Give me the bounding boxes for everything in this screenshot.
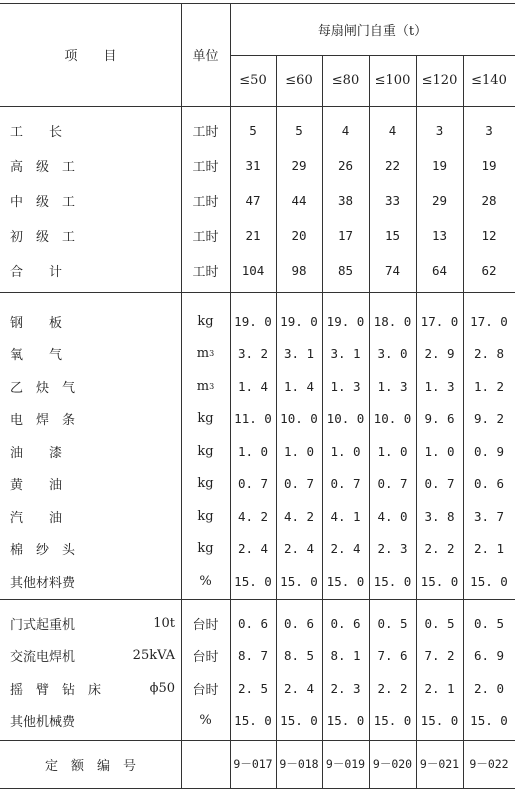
- value-cell: 19. 0: [280, 313, 318, 329]
- value-cell: 3. 7: [473, 508, 505, 524]
- unit-cell: 工时: [192, 265, 219, 280]
- unit-cell: 工时: [192, 230, 219, 245]
- unit-superscript: 3: [209, 381, 215, 391]
- unit-cell: kg: [197, 411, 214, 427]
- value-cell: 10. 0: [373, 411, 412, 427]
- item-name: 摇 臂 钻 床: [10, 682, 102, 698]
- value-cell: 0. 7: [283, 476, 315, 492]
- value-cell: 15. 0: [373, 573, 412, 589]
- value-cell: 0. 7: [237, 476, 269, 492]
- weight-header: ≤140: [471, 73, 507, 88]
- header-bottom-rule: [0, 106, 515, 107]
- value-cell: 1. 3: [330, 378, 361, 394]
- value-cell: 2. 4: [283, 541, 315, 557]
- value-cell: 38: [337, 193, 354, 208]
- value-cell: 4: [341, 123, 350, 138]
- unit-cell: 工时: [192, 125, 219, 140]
- value-cell: 1. 0: [330, 443, 361, 459]
- value-cell: 2. 1: [473, 541, 505, 557]
- unit-cell: %: [199, 713, 212, 729]
- item-name: 工 长: [10, 125, 63, 140]
- header-item: 项 目: [64, 49, 117, 64]
- unit-cell: kg: [197, 443, 214, 459]
- value-cell: 9. 6: [424, 411, 455, 427]
- unit-cell: 台时: [192, 650, 219, 666]
- value-cell: 19. 0: [326, 313, 365, 329]
- value-cell: 2. 8: [473, 346, 505, 362]
- item-name: 高 级 工: [10, 160, 76, 175]
- table-bottom-rule: [0, 788, 515, 789]
- value-cell: 1. 4: [283, 378, 315, 394]
- material-item: [10, 435, 170, 468]
- labor-item: [10, 148, 170, 183]
- machinery-item: [10, 607, 175, 640]
- value-cell: 3. 1: [330, 346, 361, 362]
- unit-cell: %: [199, 573, 212, 589]
- value-cell: 2. 2: [424, 541, 455, 557]
- value-cell: 0. 6: [237, 615, 269, 631]
- value-cell: 0. 6: [473, 476, 505, 492]
- value-cell: 12: [481, 228, 497, 243]
- value-cell: 15. 0: [326, 573, 365, 589]
- value-cell: 5: [295, 123, 303, 138]
- value-cell: 85: [337, 263, 354, 278]
- value-cell: 3. 8: [424, 508, 455, 524]
- value-cell: 13: [431, 228, 448, 243]
- unit-cell: kg: [197, 541, 214, 557]
- value-cell: 0. 6: [330, 615, 361, 631]
- value-cell: 7. 6: [377, 648, 408, 664]
- unit-cell: 台时: [192, 682, 219, 698]
- value-cell: 4: [388, 123, 397, 138]
- value-cell: 1. 3: [424, 378, 455, 394]
- item-name: 电 焊 条: [10, 413, 76, 429]
- value-cell: 15. 0: [280, 713, 318, 729]
- value-cell: 10. 0: [326, 411, 365, 427]
- value-cell: 20: [291, 228, 307, 243]
- item-spec: ϕ50: [149, 680, 175, 696]
- value-cell: 5: [249, 123, 257, 138]
- value-cell: 7. 2: [424, 648, 455, 664]
- value-cell: 1. 4: [237, 378, 269, 394]
- value-cell: 15. 0: [420, 713, 459, 729]
- value-cell: 6. 9: [473, 648, 505, 664]
- value-cell: 1. 3: [377, 378, 408, 394]
- value-cell: 2. 5: [237, 680, 269, 696]
- item-name: 交流电焊机: [10, 650, 76, 666]
- value-cell: 15. 0: [234, 573, 272, 589]
- machinery-item: [10, 672, 175, 705]
- item-name: 棉 纱 头: [10, 543, 76, 559]
- weight-header: ≤80: [331, 73, 360, 88]
- value-cell: 22: [384, 158, 401, 173]
- material-item: [10, 403, 170, 436]
- value-cell: 4. 2: [283, 508, 315, 524]
- value-cell: 33: [384, 193, 401, 208]
- material-item: [10, 500, 170, 533]
- value-cell: 1. 2: [473, 378, 505, 394]
- quota-table: [0, 3, 515, 789]
- value-cell: 19: [481, 158, 497, 173]
- value-cell: 1. 0: [237, 443, 269, 459]
- unit-cell: 工时: [192, 195, 219, 210]
- value-cell: 3. 1: [283, 346, 315, 362]
- value-cell: 17. 0: [420, 313, 459, 329]
- item-name: 门式起重机: [10, 617, 76, 633]
- value-cell: 15. 0: [470, 713, 508, 729]
- value-cell: 2. 0: [473, 680, 505, 696]
- weight-header: ≤50: [239, 73, 267, 88]
- value-cell: 2. 1: [424, 680, 455, 696]
- value-cell: 15. 0: [420, 573, 459, 589]
- value-cell: 21: [245, 228, 261, 243]
- value-cell: 1. 0: [283, 443, 315, 459]
- materials-bottom-rule: [0, 599, 515, 600]
- value-cell: 18. 0: [373, 313, 412, 329]
- item-name: 氧 气: [10, 348, 63, 364]
- labor-bottom-rule: [0, 292, 515, 293]
- value-cell: 0. 7: [377, 476, 408, 492]
- value-cell: 15. 0: [373, 713, 412, 729]
- value-cell: 104: [241, 263, 265, 278]
- value-cell: 47: [245, 193, 261, 208]
- item-name: 乙 炔 气: [10, 380, 76, 396]
- labor-item: [10, 183, 170, 218]
- value-cell: 1. 0: [377, 443, 408, 459]
- value-cell: 10. 0: [280, 411, 318, 427]
- header-unit: 单位: [192, 49, 219, 64]
- item-name: 其他材料费: [10, 575, 76, 591]
- value-cell: 11. 0: [234, 411, 272, 427]
- value-cell: 8. 1: [330, 648, 361, 664]
- material-item: [10, 468, 170, 501]
- value-cell: 3. 2: [237, 346, 269, 362]
- value-cell: 29: [431, 193, 448, 208]
- value-cell: 44: [291, 193, 307, 208]
- value-cell: 15. 0: [470, 573, 508, 589]
- item-name: 黄 油: [10, 478, 63, 494]
- value-cell: 4. 2: [237, 508, 269, 524]
- value-cell: 3: [435, 123, 444, 138]
- value-cell: 64: [431, 263, 448, 278]
- value-cell: 0. 5: [424, 615, 455, 631]
- item-spec: 25kVA: [132, 648, 175, 664]
- value-cell: 1. 0: [424, 443, 455, 459]
- item-name: 中 级 工: [10, 195, 76, 210]
- footer-label: 定 额 编 号: [44, 758, 136, 774]
- item-name: 汽 油: [10, 510, 63, 526]
- value-cell: 2. 2: [377, 680, 408, 696]
- value-cell: 3: [485, 123, 493, 138]
- material-item: [10, 565, 170, 598]
- value-cell: 2. 9: [424, 346, 455, 362]
- value-cell: 62: [481, 263, 497, 278]
- unit-cell: m 3: [196, 346, 215, 362]
- value-cell: 4. 1: [330, 508, 361, 524]
- value-cell: 19: [431, 158, 448, 173]
- value-cell: 29: [291, 158, 307, 173]
- quota-code: 9－019: [325, 757, 366, 771]
- value-cell: 0. 6: [283, 615, 315, 631]
- unit-cell: m 3: [196, 378, 215, 394]
- unit-cell: kg: [197, 476, 214, 492]
- value-cell: 28: [481, 193, 497, 208]
- unit-cell: 台时: [192, 617, 219, 633]
- machinery-item: [10, 640, 175, 673]
- value-cell: 2. 4: [330, 541, 361, 557]
- unit-cell: kg: [197, 508, 214, 524]
- value-cell: 4. 0: [377, 508, 408, 524]
- machinery-item: [10, 705, 175, 738]
- value-cell: 9. 2: [473, 411, 505, 427]
- value-cell: 15. 0: [234, 713, 272, 729]
- quota-code: 9－018: [279, 757, 319, 771]
- value-cell: 15. 0: [280, 573, 318, 589]
- labor-item: [10, 218, 170, 253]
- value-cell: 31: [245, 158, 261, 173]
- unit-superscript: 3: [209, 349, 215, 359]
- material-item: [10, 305, 170, 338]
- weight-header: ≤100: [374, 73, 411, 88]
- value-cell: 2. 4: [237, 541, 269, 557]
- weight-header: ≤120: [421, 73, 458, 88]
- material-item: [10, 533, 170, 566]
- labor-item: [10, 253, 170, 288]
- item-name: 钢 板: [10, 315, 63, 331]
- item-name: 油 漆: [10, 445, 63, 461]
- item-spec: 10t: [153, 615, 175, 631]
- value-cell: 74: [384, 263, 401, 278]
- labor-item: [10, 113, 170, 148]
- value-cell: 8. 7: [237, 648, 269, 664]
- header-weight-group: 每扇闸门自重（t）: [317, 23, 428, 39]
- unit-cell: kg: [197, 313, 214, 329]
- weight-header: ≤60: [285, 73, 313, 88]
- material-item: [10, 338, 170, 371]
- value-cell: 15. 0: [326, 713, 365, 729]
- item-name: 其他机械费: [10, 715, 76, 731]
- quota-code: 9－022: [469, 757, 509, 771]
- item-name: 初 级 工: [10, 230, 76, 245]
- value-cell: 15: [384, 228, 401, 243]
- value-cell: 0. 5: [377, 615, 408, 631]
- value-cell: 17: [337, 228, 354, 243]
- value-cell: 0. 5: [473, 615, 505, 631]
- item-name: 合 计: [10, 265, 63, 280]
- value-cell: 98: [291, 263, 307, 278]
- value-cell: 19. 0: [234, 313, 272, 329]
- value-cell: 2. 4: [283, 680, 315, 696]
- value-cell: 17. 0: [470, 313, 508, 329]
- value-cell: 2. 3: [377, 541, 408, 557]
- quota-code: 9－021: [419, 757, 460, 771]
- value-cell: 8. 5: [283, 648, 315, 664]
- material-item: [10, 370, 170, 403]
- unit-cell: 工时: [192, 160, 219, 175]
- value-cell: 26: [337, 158, 354, 173]
- value-cell: 0. 7: [330, 476, 361, 492]
- quota-code: 9－017: [233, 757, 273, 771]
- value-cell: 3. 0: [377, 346, 408, 362]
- value-cell: 0. 9: [473, 443, 505, 459]
- value-cell: 2. 3: [330, 680, 361, 696]
- quota-code: 9－020: [372, 757, 413, 771]
- value-cell: 0. 7: [424, 476, 455, 492]
